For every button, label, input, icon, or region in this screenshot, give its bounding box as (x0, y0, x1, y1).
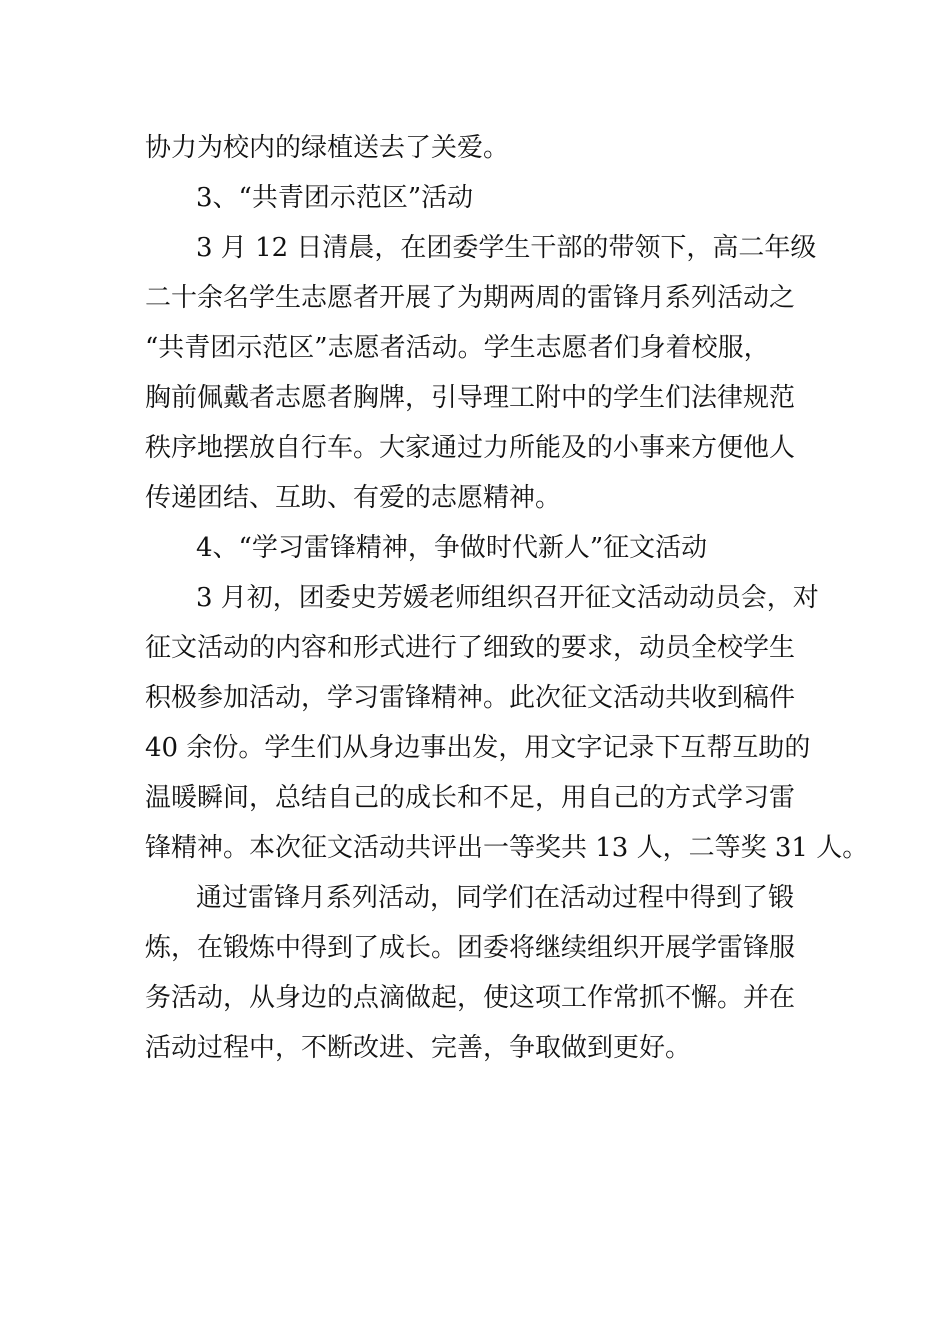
paragraph-line: 传递团结、互助、有爱的志愿精神。 (145, 483, 562, 513)
paragraph-line: 温暖瞬间，总结自己的成长和不足，用自己的方式学习雷 (145, 783, 796, 813)
paragraph-line: 3 月初，团委史芳媛老师组织召开征文活动动员会，对 (196, 583, 819, 613)
paragraph-line: 协力为校内的绿植送去了关爱。 (145, 133, 510, 163)
paragraph-line: 锋精神。本次征文活动共评出一等奖共 13 人，二等奖 31 人。 (145, 833, 869, 863)
paragraph-line: 胸前佩戴者志愿者胸牌，引导理工附中的学生们法律规范 (145, 383, 796, 413)
section-heading-4: 4、“学习雷锋精神，争做时代新人”征文活动 (196, 533, 708, 563)
paragraph-line: 通过雷锋月系列活动，同学们在活动过程中得到了锻 (196, 883, 795, 913)
paragraph-line: 积极参加活动，学习雷锋精神。此次征文活动共收到稿件 (145, 683, 796, 713)
paragraph-line: 二十余名学生志愿者开展了为期两周的雷锋月系列活动之 (145, 283, 796, 313)
paragraph-line: 秩序地摆放自行车。大家通过力所能及的小事来方便他人 (145, 433, 796, 463)
paragraph-line: “共青团示范区”志愿者活动。学生志愿者们身着校服， (145, 333, 770, 363)
paragraph-line: 3 月 12 日清晨，在团委学生干部的带领下，高二年级 (196, 233, 817, 263)
paragraph-line: 炼，在锻炼中得到了成长。团委将继续组织开展学雷锋服 (145, 933, 796, 963)
paragraph-line: 40 余份。学生们从身边事出发，用文字记录下互帮互助的 (145, 733, 811, 763)
section-heading-3: 3、“共青团示范区”活动 (196, 183, 474, 213)
paragraph-line: 征文活动的内容和形式进行了细致的要求，动员全校学生 (145, 633, 796, 663)
paragraph-line: 务活动，从身边的点滴做起，使这项工作常抓不懈。并在 (145, 983, 796, 1013)
paragraph-line: 活动过程中，不断改进、完善，争取做到更好。 (145, 1033, 692, 1063)
